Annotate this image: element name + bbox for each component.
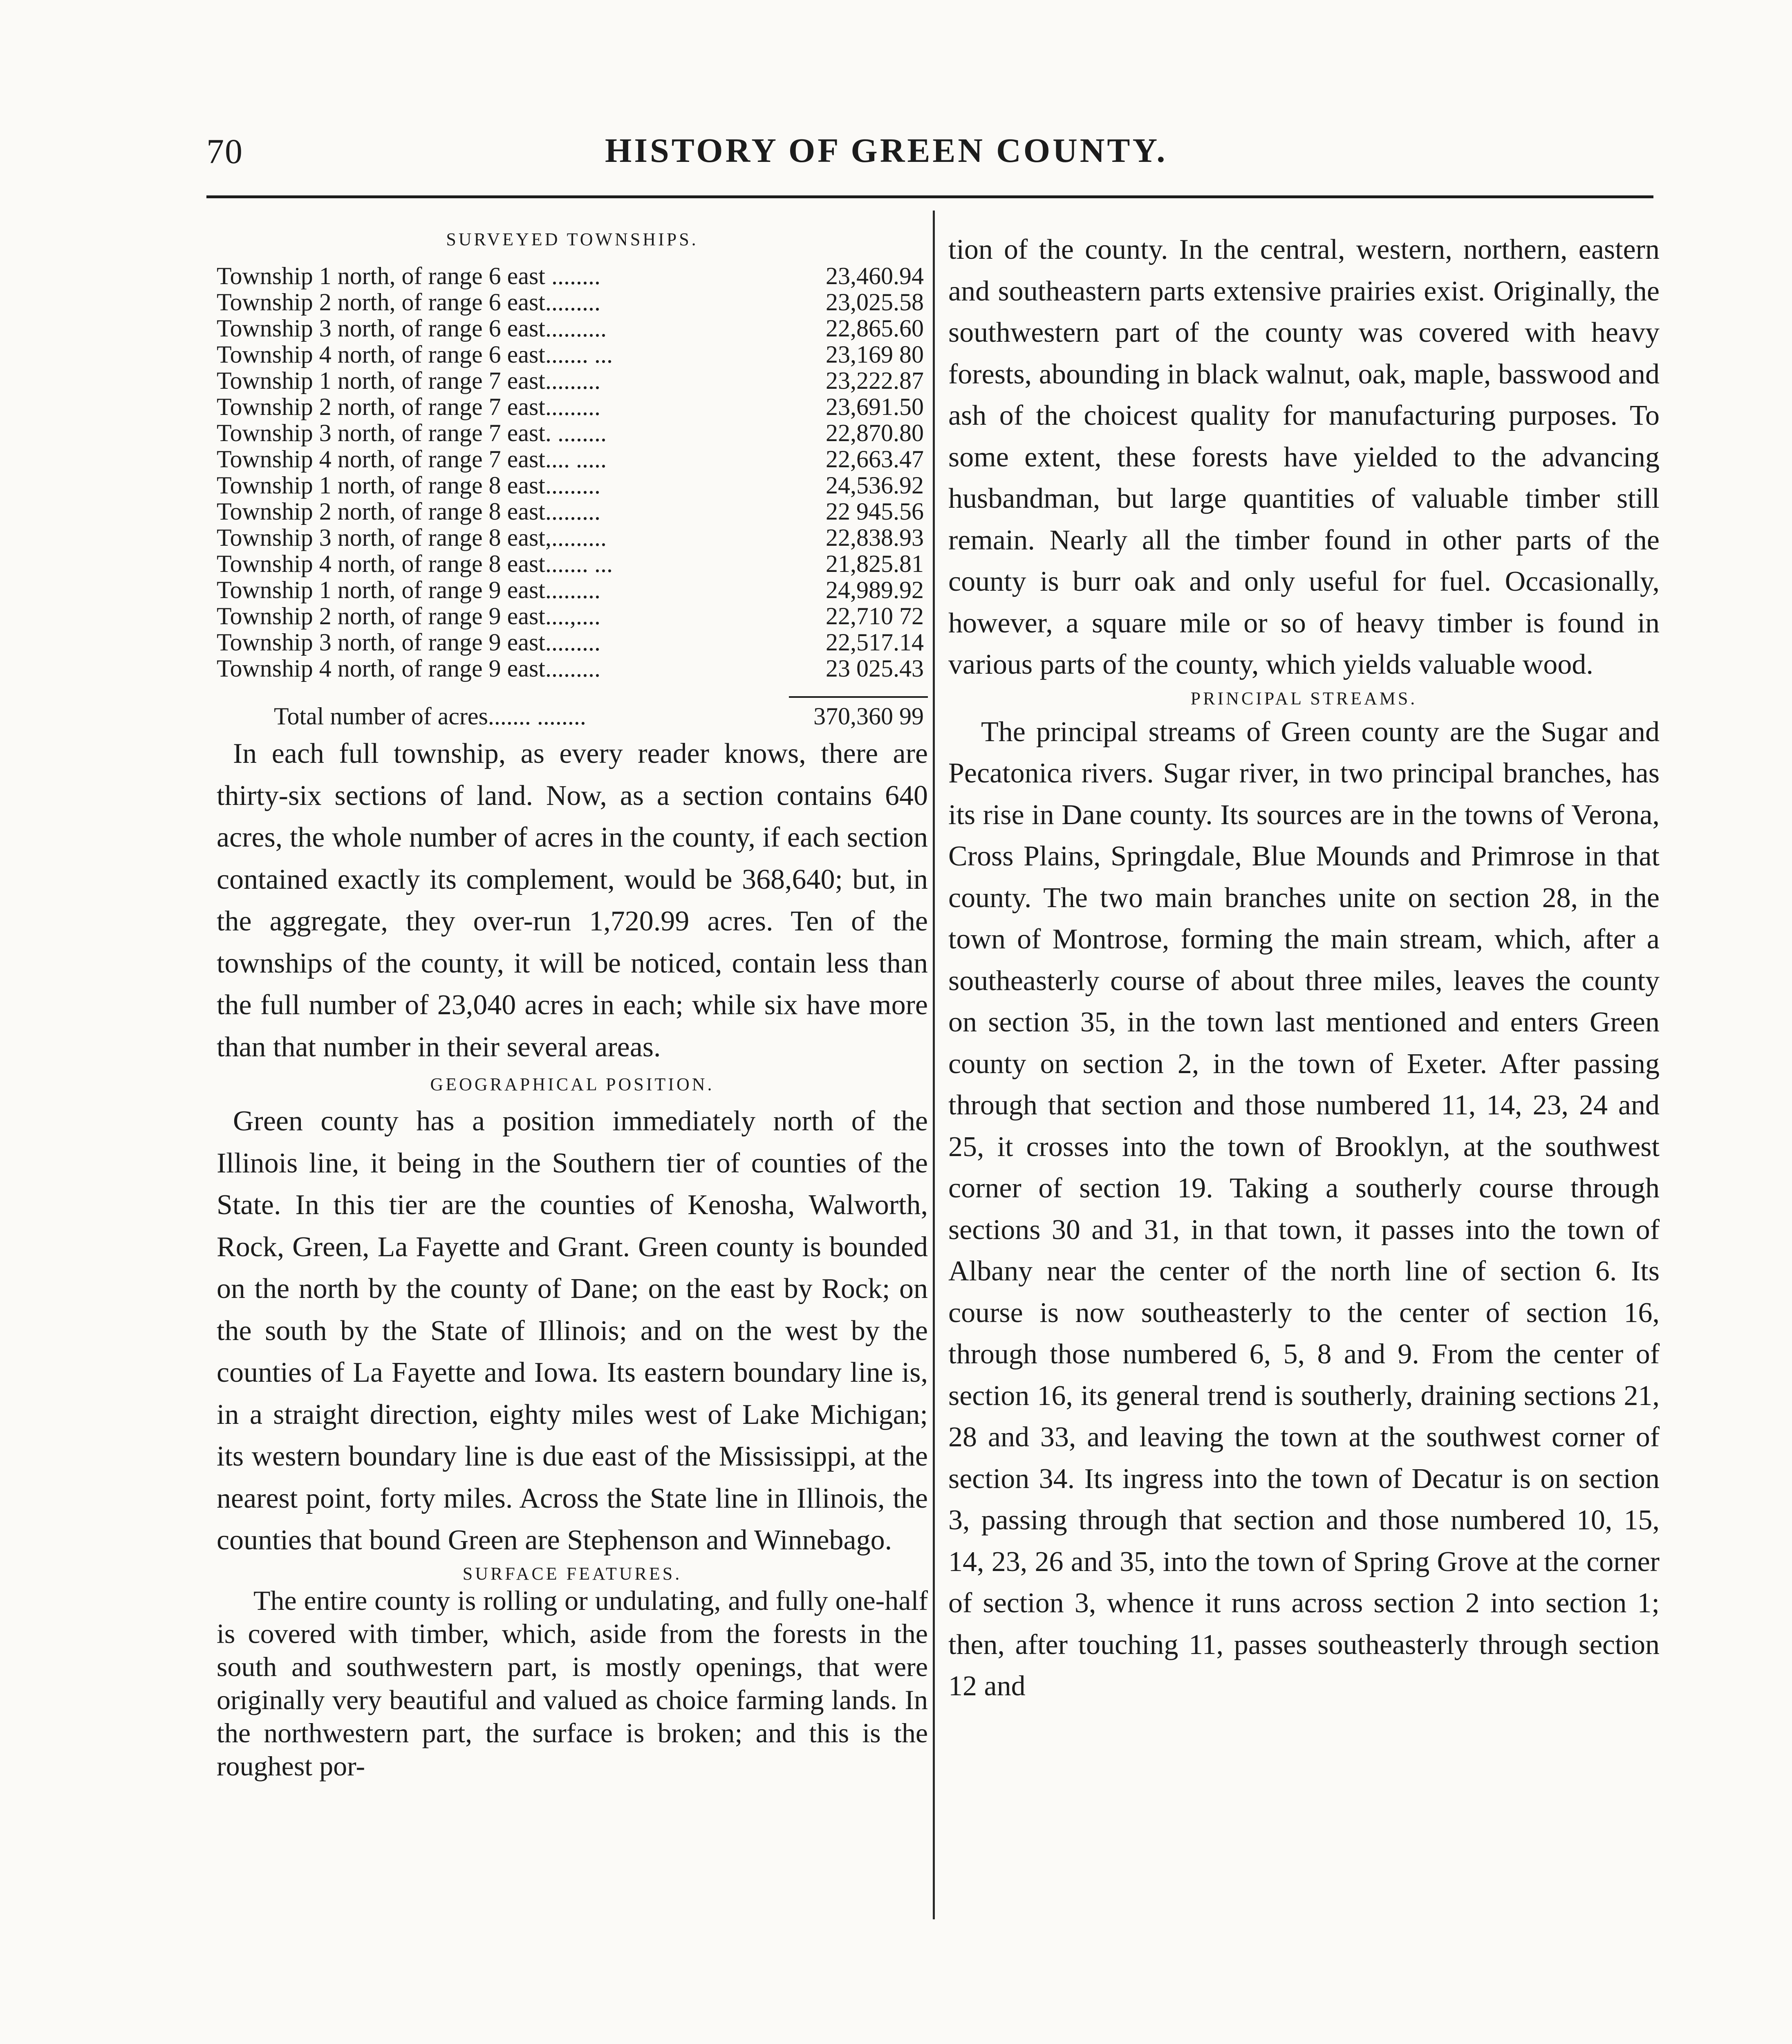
right-column bbox=[948, 229, 1660, 1707]
page-number: 70 bbox=[206, 132, 243, 171]
township-label: Township 4 north, of range 7 east.... ..... bbox=[217, 446, 607, 473]
township-label: Township 4 north, of range 8 east....... ... bbox=[217, 550, 613, 577]
heading-geographical-position: GEOGRAPHICAL POSITION. bbox=[430, 1074, 715, 1094]
table-row bbox=[217, 368, 928, 394]
township-acres: 23 025.43 bbox=[826, 655, 924, 682]
township-acres: 24,536.92 bbox=[826, 472, 924, 499]
table-row bbox=[217, 551, 928, 577]
township-acres: 22 945.56 bbox=[826, 498, 924, 525]
table-row bbox=[217, 289, 928, 315]
header-rule bbox=[206, 195, 1653, 198]
paragraph-surface-features: The entire county is rolling or undulating, and fully one-half is covered with timber, which, aside from the forests in the south and southwestern part, is mostly openings, that were originally very beautiful and valued as choice farming lands. In the northwestern part, the surface is broken; and this is the roughest por- bbox=[217, 1585, 928, 1782]
table-row bbox=[217, 420, 928, 446]
table-row bbox=[217, 603, 928, 629]
table-row bbox=[217, 446, 928, 472]
table-row bbox=[217, 577, 928, 603]
township-label: Township 2 north, of range 7 east......... bbox=[217, 393, 600, 420]
township-acres: 22,865.60 bbox=[826, 315, 924, 342]
paragraph-principal-streams: The principal streams of Green county are the Sugar and Pecatonica rivers. Sugar river, in two principal branches, has its rise in Dane county. Its sources are in the towns of Verona, Cross Plains, Springdale, Blue Mounds and Primrose in that county. The two main branches unite on section 28, in the town of Montrose, forming the main stream, which, after a southeasterly course of about three miles, leaves the county on section 35, in the town last mentioned and enters Green county on section 2, in the town of Exeter. After passing through that section and those numbered 11, 14, 23, 24 and 25, it crosses into the town of Brooklyn, at the southwest corner of section 19. Taking a southerly course through sections 30 and 31, in that town, it passes into the town of Albany near the center of the north line of section 6. Its course is now southeasterly to the center of section 16, through those numbered 6, 5, 8 and 9. From the center of section 16, its general trend is southerly, draining sections 21, 28 and 33, and leaving the town at the southwest corner of section 34. Its ingress into the town of Decatur is on section 3, passing through that section and those numbered 10, 15, 14, 23, 26 and 35, into the town of Spring Grove at the corner of section 3, whence it runs across section 2 into section 1; then, after touching 11, passes southeasterly through section 12 and bbox=[948, 716, 1660, 1702]
total-row bbox=[217, 703, 928, 730]
table-row bbox=[217, 394, 928, 420]
table-row bbox=[217, 629, 928, 655]
paragraph-geographical-position: Green county has a position immediately north of the Illinois line, it being in the Southern tier of counties of the State. In this tier are the counties of Kenosha, Walworth, Rock, Green, La Fayette and Grant. Green county is bounded on the north by the county of Dane; on the east by Rock; on the south by the State of Illinois; and on the west by the counties of La Fayette and Iowa. Its eastern boundary line is, in a straight direction, eighty miles west of Lake Michigan; its western boundary line is due east of the Mississippi, at the nearest point, forty miles. Across the State line in Illinois, the counties that bound Green are Stephenson and Winnebago. bbox=[217, 1105, 928, 1556]
township-acres: 23,169 80 bbox=[826, 341, 924, 368]
total-value: 370,360 99 bbox=[813, 703, 924, 730]
table-row bbox=[217, 498, 928, 524]
township-label: Township 1 north, of range 8 east......... bbox=[217, 472, 600, 499]
township-label: Township 1 north, of range 6 east ........ bbox=[217, 262, 600, 289]
township-acres: 21,825.81 bbox=[826, 550, 924, 577]
township-label: Township 2 north, of range 6 east......... bbox=[217, 289, 600, 316]
township-label: Township 1 north, of range 7 east......... bbox=[217, 367, 600, 394]
paragraph-townships: In each full township, as every reader knows, there are thirty-six sections of land. Now, as a section contains 640 acres, the whole number of acres in the county, if each section contained exactly its complement, would be 368,640; but, in the aggregate, they over-run 1,720.99 acres. Ten of the townships of the county, it will be noticed, contain less than the full number of 23,040 acres in each; while six have more than that number in their several areas. bbox=[217, 738, 928, 1063]
township-label: Township 1 north, of range 9 east......... bbox=[217, 576, 600, 603]
township-label: Township 3 north, of range 9 east......... bbox=[217, 629, 600, 656]
table-row bbox=[217, 263, 928, 289]
paragraph-surface-continued: tion of the county. In the central, western, northern, eastern and southeastern parts extensive prairies exist. Originally, the southwestern part of the county was covered with heavy forests, abounding in black walnut, oak, maple, basswood and ash of the choicest quality for manufacturing purposes. To some extent, these forests have yielded to the advancing husbandman, but large quantities of valuable timber still remain. Nearly all the timber found in other parts of the county is burr oak and only useful for fuel. Occasionally, however, a square mile or so of heavy timber is found in various parts of the county, which yields valuable wood. bbox=[948, 234, 1660, 680]
township-label: Township 2 north, of range 8 east......... bbox=[217, 498, 600, 525]
column-divider bbox=[933, 211, 935, 1919]
township-acres: 22,838.93 bbox=[826, 524, 924, 551]
township-table bbox=[217, 263, 928, 681]
left-column bbox=[217, 229, 928, 1783]
township-acres: 22,870.80 bbox=[826, 419, 924, 446]
township-acres: 22,710 72 bbox=[826, 603, 924, 630]
township-acres: 22,517.14 bbox=[826, 629, 924, 656]
heading-principal-streams: PRINCIPAL STREAMS. bbox=[1190, 688, 1418, 708]
township-label: Township 3 north, of range 7 east. ........ bbox=[217, 419, 607, 446]
table-row bbox=[217, 472, 928, 498]
township-acres: 24,989.92 bbox=[826, 576, 924, 603]
township-acres: 23,460.94 bbox=[826, 262, 924, 289]
sum-rule bbox=[789, 696, 928, 698]
township-acres: 23,691.50 bbox=[826, 393, 924, 420]
table-row bbox=[217, 341, 928, 368]
table-row bbox=[217, 315, 928, 341]
township-acres: 23,222.87 bbox=[826, 367, 924, 394]
running-title: HISTORY OF GREEN COUNTY. bbox=[605, 132, 1168, 170]
township-label: Township 4 north, of range 9 east......... bbox=[217, 655, 600, 682]
total-label: Total number of acres....... ........ bbox=[274, 703, 586, 730]
table-row bbox=[217, 524, 928, 551]
table-row bbox=[217, 655, 928, 681]
township-acres: 22,663.47 bbox=[826, 446, 924, 473]
heading-surface-features: SURFACE FEATURES. bbox=[462, 1563, 682, 1584]
township-label: Township 2 north, of range 9 east....,.... bbox=[217, 603, 600, 630]
township-label: Township 4 north, of range 6 east....... ... bbox=[217, 341, 613, 368]
township-label: Township 3 north, of range 6 east.......... bbox=[217, 315, 607, 342]
table-heading: SURVEYED TOWNSHIPS. bbox=[446, 229, 699, 249]
township-label: Township 3 north, of range 8 east,......... bbox=[217, 524, 607, 551]
township-acres: 23,025.58 bbox=[826, 289, 924, 316]
